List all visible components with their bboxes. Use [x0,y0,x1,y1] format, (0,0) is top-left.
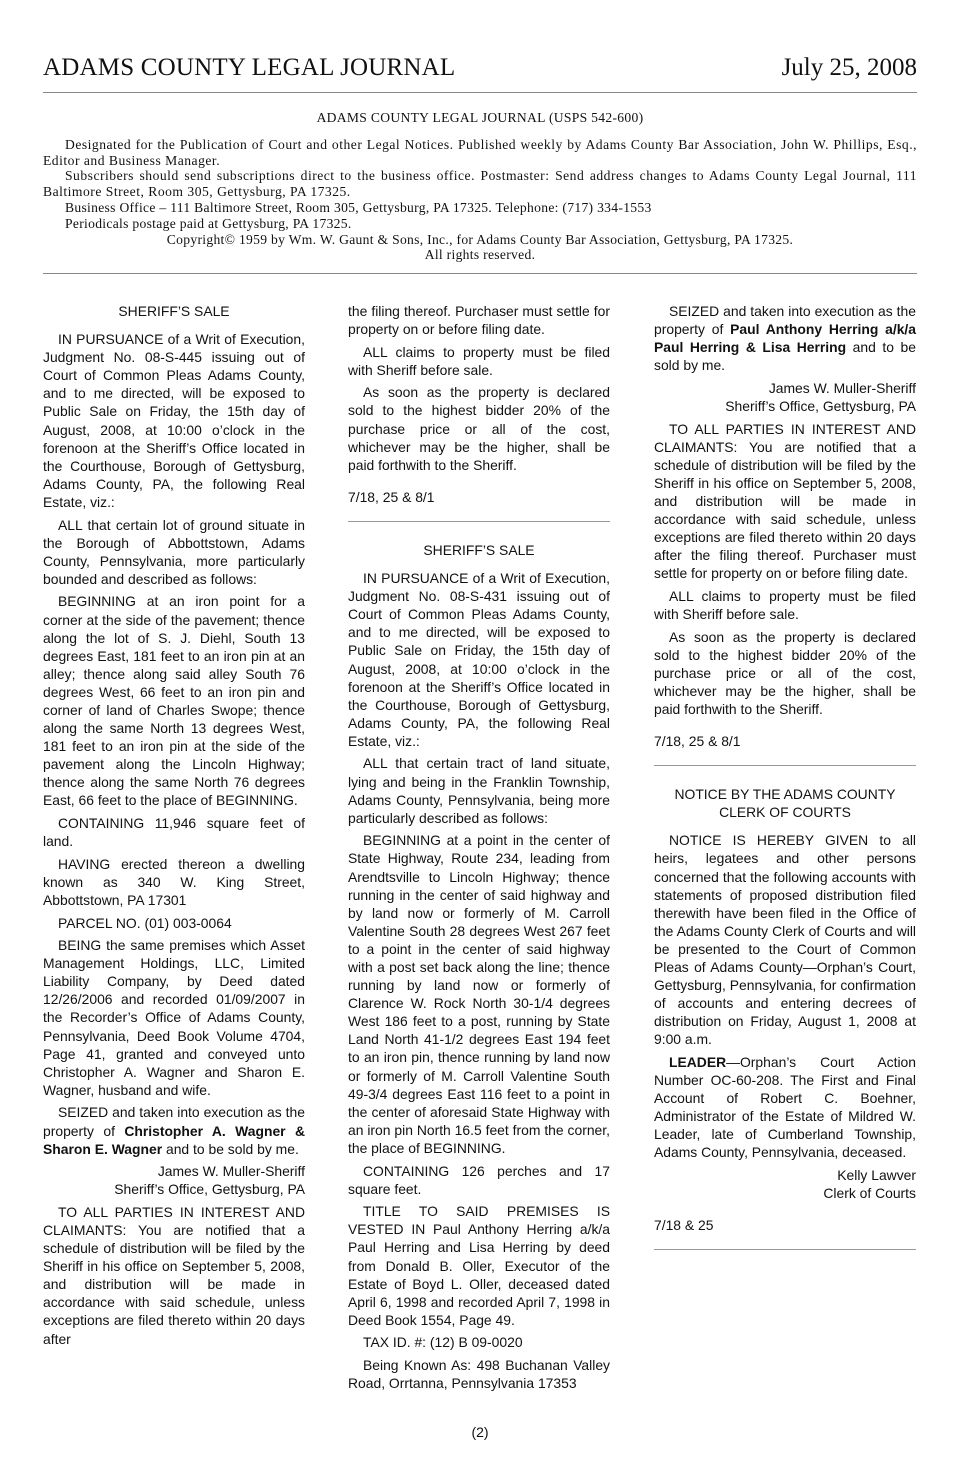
copyright-text: Copyright© 1959 by Wm. W. Gaunt & Sons, Inc., for Adams County Bar Association, Gettysburg, PA 17325. [166,231,794,247]
subscribers-text: Subscribers should send subscriptions direct to the business office. Postmaster: Send address changes to Adams County Legal Journal, 111 Baltimore Street, Room 305, Gettysburg, PA 17325. [43,168,917,200]
leader-paragraph: LEADER—Orphan’s Court Action Number OC-60-208. The First and Final Account of Robert C. Boehner, Administrator of the Estate of Mildred W. Leader, late of Cumberland Township, Adams County, Pennsylvania, deceased. [654,1053,916,1161]
journal-title: ADAMS COUNTY LEGAL JOURNAL [43,54,456,81]
sale2-tract-paragraph: ALL that certain tract of land situate, lying and being in the Franklin Township, Adams County, Pennsylvania, being more particularly described as follows: [348,755,610,826]
divider [654,765,916,766]
sale1-parties-continued: the filing thereof. Purchaser must settle for property on or before filing date. [348,303,610,338]
sale1-containing-paragraph: CONTAINING 11,946 square feet of land. [43,815,305,850]
clerk-notice-heading-line2: CLERK OF COURTS [719,804,851,821]
sale2-known-as-paragraph: Being Known As: 498 Buchanan Valley Road, Orrtanna, Pennsylvania 17353 [348,1356,610,1392]
clerk-notice-paragraph: NOTICE IS HEREBY GIVEN to all heirs, legatees and other persons concerned that the following accounts with statements of proposed distribution filed therewith have been filed in the Office of the Adams County Clerk of Courts and will be presented to the Court of Common Pleas of Adams County—Orphan’s Court, Gettysburg, Pennsylvania, for confirmation of accounts and entering decrees of distribution on Friday, August 1, 2008 at 9:00 a.m. [654,832,916,1048]
clerk-name: Kelly Lawver [837,1167,916,1184]
leader-label: LEADER [669,1053,727,1070]
sheriff-sale-heading: SHERIFF’S SALE [423,541,535,558]
sale1-seized-paragraph: SEIZED and taken into execution as the property of Christopher A. Wagner & Sharon E. Wagner and to be sold by me. [43,1104,306,1157]
masthead [43,52,917,93]
clerk-notice-heading-line1: NOTICE BY THE ADAMS COUNTY [674,786,896,803]
clerk-notice-heading [654,785,916,821]
sale1-sheriff-name: James W. Muller-Sheriff [157,1163,305,1180]
sale1-parcel-paragraph: PARCEL NO. (01) 003-0064 [58,914,232,931]
rights-text: All rights reserved. [424,247,536,263]
sale2-sheriff-office: Sheriff’s Office, Gettysburg, PA [725,397,916,414]
sale2-title-paragraph: TITLE TO SAID PREMISES IS VESTED IN Paul Anthony Herring a/k/a Paul Herring and Lisa Herring by deed from Donald B. Oller, Executor of the Estate of Boyd L. Oller, deceased dated April 6, 1998 and recorded April 7, 1998 in Deed Book 1554, Page 49. [348,1203,610,1328]
sale1-having-paragraph: HAVING erected thereon a dwelling known as 340 W. King Street, Abbottstown, PA 17301 [43,855,305,908]
issue-date: July 25, 2008 [781,54,917,81]
divider [654,1249,916,1250]
clerk-publication-dates: 7/18 & 25 [654,1217,714,1234]
sale1-lot-paragraph: ALL that certain lot of ground situate in the Borough of Abbottstown, Adams County, Pennsylvania, more particularly bounded and described as follows: [43,516,305,587]
sale2-parties-paragraph: TO ALL PARTIES IN INTEREST AND CLAIMANTS: You are notified that a schedule of distribution will be filed by the Sheriff in his office on September 5, 2008, and distribution will be made in accordance with said schedule, unless exceptions are filed thereto within 20 days after the filing thereof. Purchaser must settle for property on or before filing date. [654,420,916,582]
sale1-publication-dates: 7/18, 25 & 8/1 [348,488,435,505]
sale2-containing-paragraph: CONTAINING 126 perches and 17 square feet. [348,1162,610,1197]
divider [348,521,610,522]
sale2-seized-paragraph: SEIZED and taken into execution as the property of Paul Anthony Herring a/k/a Paul Herring & Lisa Herring and to be sold by me. [654,303,916,374]
sale1-beginning-paragraph: BEGINNING at an iron point for a corner at the side of the pavement; thence along the lot of S. J. Diehl, South 13 degrees East, 181 feet to an iron pin at an alley; thence along said alley South 76 degrees West, 66 feet to an iron pin and corner of land of Charles Swope; thence along the same North 13 degrees West, 181 feet to an iron pin at the side of the pavement along the Lincoln Highway; thence along the same North 76 degrees East, 66 feet to the place of BEGINNING. [43,593,305,809]
designated-text: Designated for the Publication of Court and other Legal Notices. Published weekly by Adams County Bar Association, John W. Phillips, Esq., Editor and Business Manager. [43,136,917,168]
publication-heading: ADAMS COUNTY LEGAL JOURNAL (USPS 542-600) [316,110,644,125]
page-number: (2) [471,1424,489,1440]
sale1-declared-paragraph: As soon as the property is declared sold to the highest bidder 20% of the purchase price or all of the cost, whichever may be the higher, shall be paid forthwith to the Sheriff. [348,384,610,473]
sale1-owner-names: Christopher A. Wagner & Sharon E. Wagner [43,1122,306,1157]
sale2-sheriff-name: James W. Muller-Sheriff [768,379,916,396]
column-2 [348,302,610,1397]
clerk-title: Clerk of Courts [823,1185,916,1202]
sale2-publication-dates: 7/18, 25 & 8/1 [654,733,741,750]
sale2-owner-names: Paul Anthony Herring a/k/a Paul Herring & Lisa Herring [654,321,916,356]
sale2-claims-paragraph: ALL claims to property must be filed with Sheriff before sale. [654,587,916,622]
sale1-writ-paragraph: IN PURSUANCE of a Writ of Execution, Judgment No. 08-S-445 issuing out of Court of Common Pleas Adams County, and to me directed, will be exposed to Public Sale on Friday, the 15th day of August, 2008, at 10:00 o’clock in the forenoon at the Sheriff’s Office located in the Courthouse, Borough of Gettysburg, Adams County, PA, the following Real Estate, viz.: [43,331,305,510]
sale1-sheriff-office: Sheriff’s Office, Gettysburg, PA [114,1181,305,1198]
publication-info [43,110,917,274]
business-office-text: Business Office – 111 Baltimore Street, Room 305, Gettysburg, PA 17325. Telephone: (717) 334-1553 [65,199,652,215]
sale2-beginning-paragraph: BEGINNING at a point in the center of State Highway, Route 234, leading from Arendtsville to Lincoln Highway; thence running in the center of said highway and by land now or formerly of M. Carroll Valentine South 28 degrees West 267 feet to a point in the center of said highway with a post set back along the line; thence running by land now or formerly of Clarence W. Rock North 30-1/4 degrees West 186 feet to a post, running by State Land North 41-1/2 degrees East 194 feet to an iron pin, thence running by land now or formerly of M. Carroll Valentine South 49-3/4 degrees East 116 feet to a point in the center of aforesaid State Highway with an iron pin North 16.5 feet from the corner, the place of BEGINNING. [348,832,610,1156]
sale1-parties-paragraph: TO ALL PARTIES IN INTEREST AND CLAIMANTS: You are notified that a schedule of distribution will be filed by the Sheriff in his office on September 5, 2008, and distribution will be made in accordance with said schedule, unless exceptions are filed thereto within 20 days after [43,1203,305,1347]
column-1 [43,302,305,1348]
sale2-declared-paragraph: As soon as the property is declared sold to the highest bidder 20% of the purchase price or all of the cost, whichever may be the higher, shall be paid forthwith to the Sheriff. [654,628,916,717]
periodicals-text: Periodicals postage paid at Gettysburg, PA 17325. [65,215,352,231]
sale2-tax-id-paragraph: TAX ID. #: (12) B 09-0020 [363,1334,523,1351]
column-3 [654,302,916,1269]
sale1-being-paragraph: BEING the same premises which Asset Management Holdings, LLC, Limited Liability Company, by Deed dated 12/26/2006 and recorded 01/09/2007 in the Recorder’s Office of Adams County, Pennsylvania, Deed Book Volume 4704, Page 41, granted and conveyed unto Christopher A. Wagner and Sharon E. Wagner, husband and wife. [43,937,305,1098]
sheriff-sale-heading: SHERIFF’S SALE [118,303,230,319]
sale2-writ-paragraph: IN PURSUANCE of a Writ of Execution, Judgment No. 08-S-431 issuing out of Court of Common Pleas Adams County, and to me directed, will be exposed to Public Sale on Friday, the 15th day of August, 2008, at 10:00 o’clock in the forenoon at the Sheriff’s Office located in the Courthouse, Borough of Gettysburg, Adams County, PA, the following Real Estate, viz.: [348,570,610,749]
sale1-claims-paragraph: ALL claims to property must be filed with Sheriff before sale. [348,343,610,378]
